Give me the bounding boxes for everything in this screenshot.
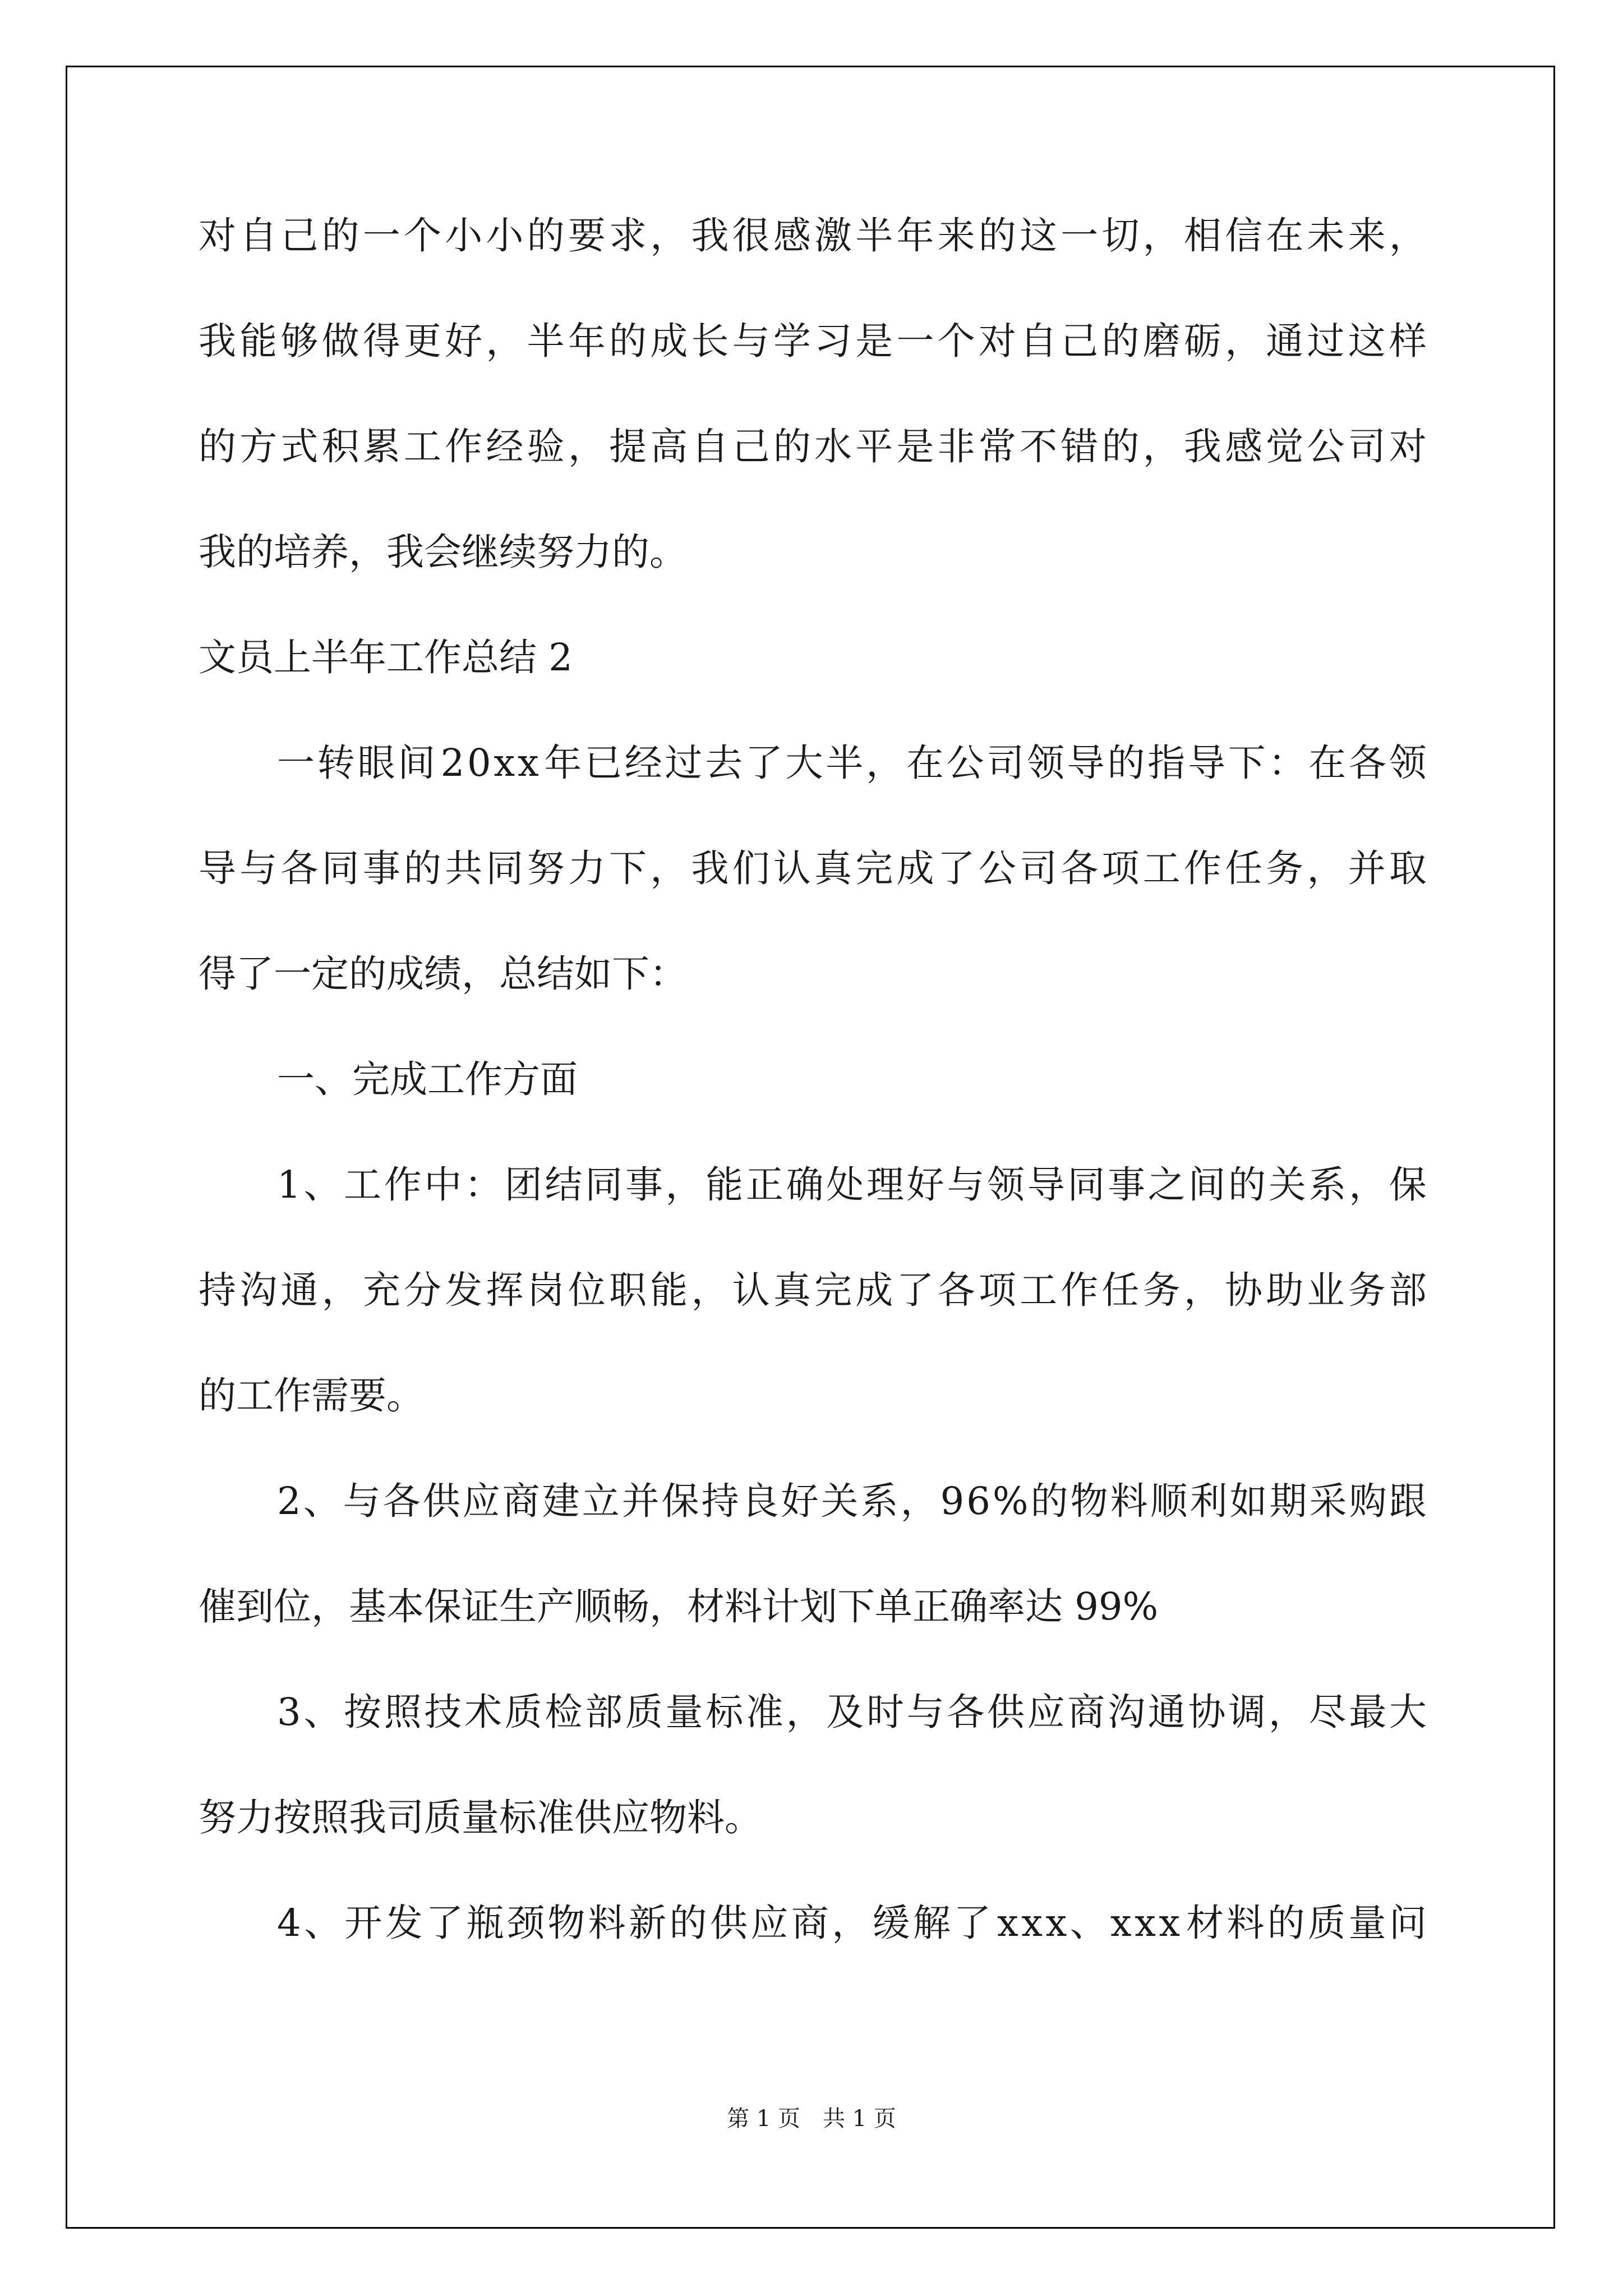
list-item: 4 、 开 发 了 瓶 颈 物 料 新 的 供 应 商 ， 缓 解 了 x x x 、 x x x 材 料 的 质 量 问 xyxy=(277,1901,1427,1945)
section-heading: 文员上半年工作总结 2 xyxy=(199,636,573,679)
text-line: 对 自 己 的 一 个 小 小 的 要 求 ， 我 很 感 激 半 年 来 的 这 一 切 ， 相 信 在 未 来 ， xyxy=(199,214,1427,257)
text-line: 得了一定的成绩，总结如下： xyxy=(199,952,687,996)
list-item: 3 、 按 照 技 术 质 检 部 质 量 标 准 ， 及 时 与 各 供 应 商 沟 通 协 调 ， 尽 最 大 xyxy=(277,1690,1427,1734)
text-line: 我 能 够 做 得 更 好 ， 半 年 的 成 长 与 学 习 是 一 个 对 自 己 的 磨 砺 ， 通 过 这 样 xyxy=(199,319,1427,363)
text-line: 努力按照我司质量标准供应物料。 xyxy=(199,1796,762,1839)
text-line: 的 方 式 积 累 工 作 经 验 ， 提 高 自 己 的 水 平 是 非 常 不 错 的 ， 我 感 觉 公 司 对 xyxy=(199,425,1427,468)
page-number: 第 1 页 共 1 页 xyxy=(727,2106,896,2132)
text-line: 催到位，基本保证生产顺畅，材料计划下单正确率达 99% xyxy=(199,1585,1159,1628)
text-line: 我的培养，我会继续努力的。 xyxy=(199,530,687,574)
text-line: 导 与 各 同 事 的 共 同 努 力 下 ， 我 们 认 真 完 成 了 公 司 各 项 工 作 任 务 ， 并 取 xyxy=(199,846,1427,890)
text-line: 的工作需要。 xyxy=(199,1374,424,1418)
text-line: 一 转 眼 间 2 0 x x 年 已 经 过 去 了 大 半 ， 在 公 司 领 导 的 指 导 下 ： 在 各 领 xyxy=(277,741,1427,785)
text-line: 持 沟 通 ， 充 分 发 挥 岗 位 职 能 ， 认 真 完 成 了 各 项 工 作 任 务 ， 协 助 业 务 部 xyxy=(199,1268,1427,1312)
list-item: 2 、 与 各 供 应 商 建 立 并 保 持 良 好 关 系 ， 9 6 % 的 物 料 顺 利 如 期 采 购 跟 xyxy=(277,1479,1427,1523)
list-item: 1 、 工 作 中 ： 团 结 同 事 ， 能 正 确 处 理 好 与 领 导 同 事 之 间 的 关 系 ， 保 xyxy=(277,1163,1427,1207)
subsection-heading: 一、完成工作方面 xyxy=(277,1057,578,1101)
